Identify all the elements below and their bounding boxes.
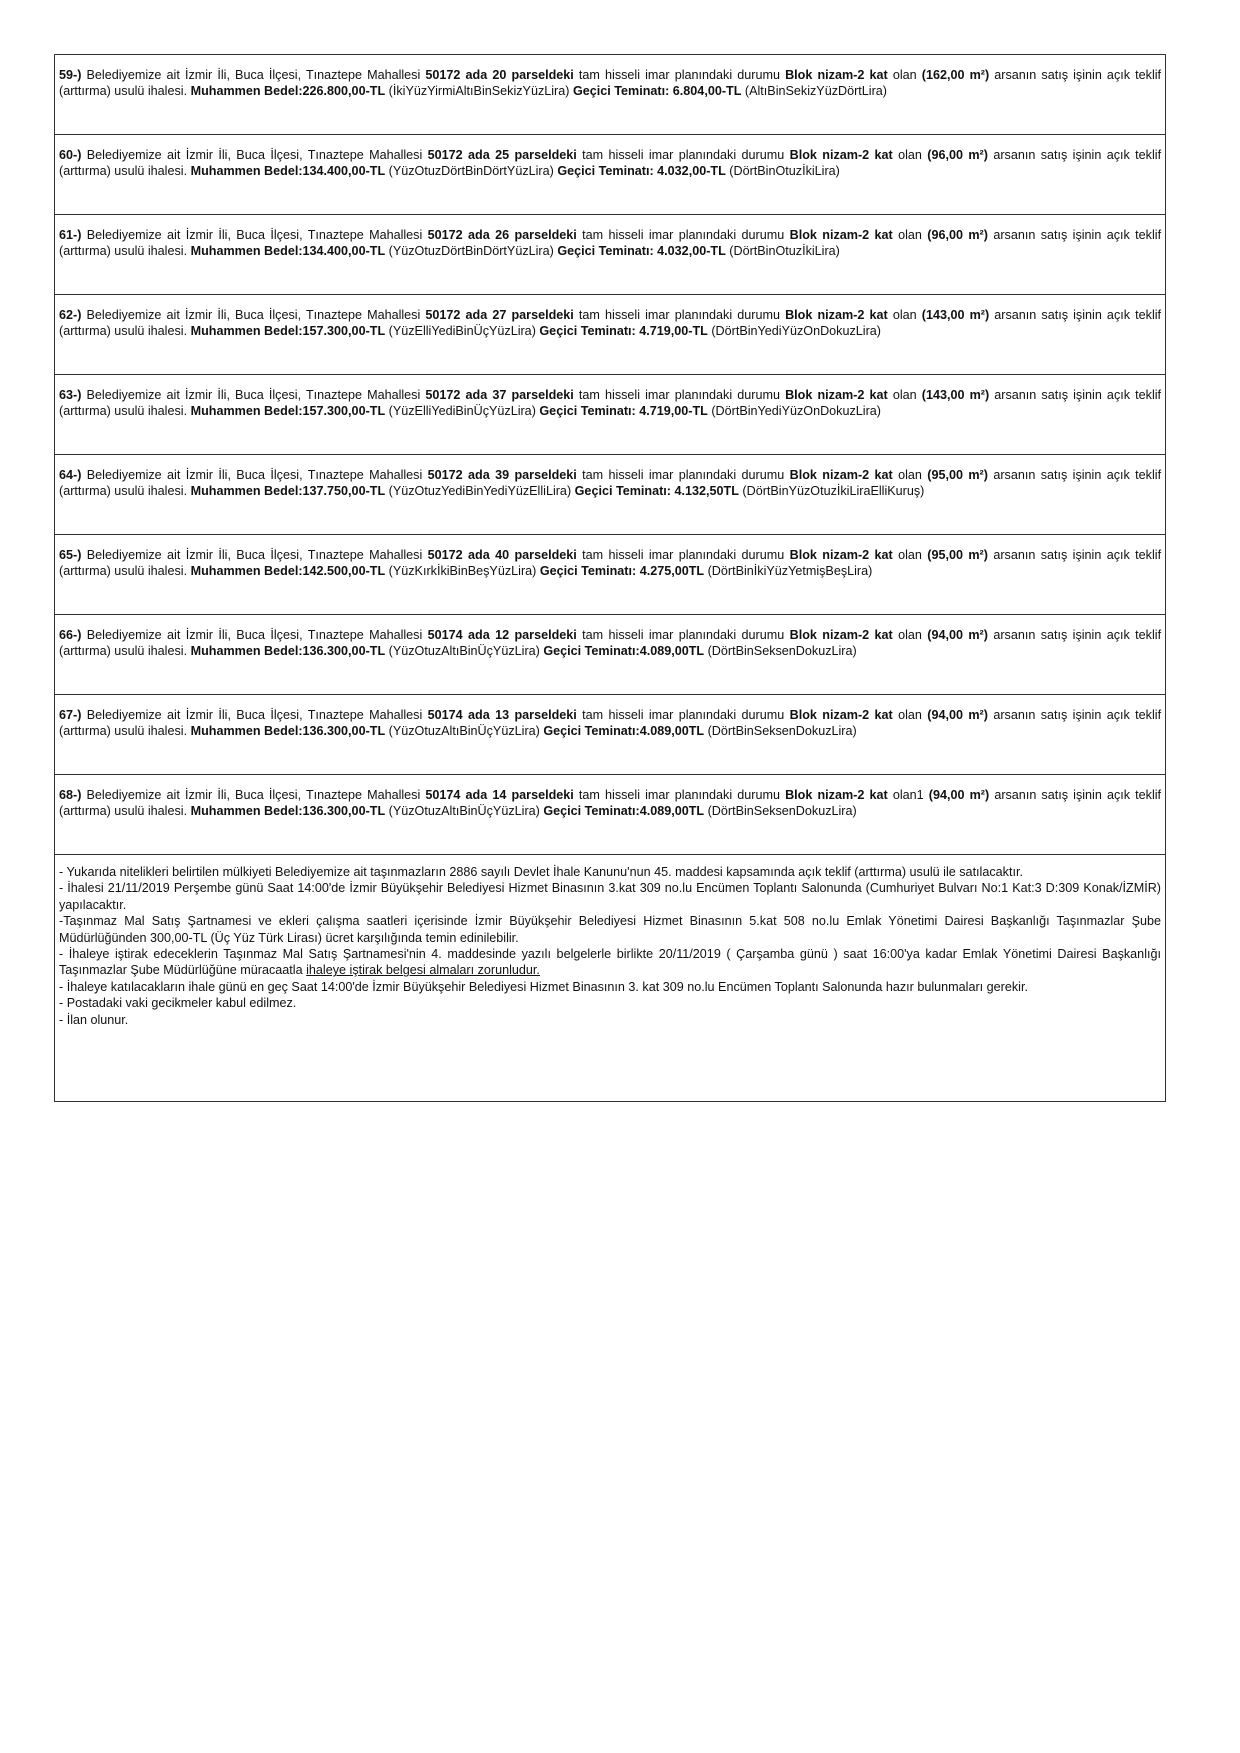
item-area: (94,00 m²)	[927, 628, 988, 642]
item-number: 62-)	[59, 308, 82, 322]
item-estimated-price: Muhammen Bedel:134.400,00-TL	[190, 164, 386, 179]
item-estimated-price: Muhammen Bedel:136.300,00-TL	[190, 804, 386, 819]
item-olan: olan	[898, 548, 922, 562]
item-zoning: Blok nizam-2 kat	[785, 308, 888, 322]
note-announcement: - İlan olunur.	[59, 1012, 129, 1027]
item-olan: olan	[898, 148, 922, 162]
item-deposit-words: (DörtBinİkiYüzYetmişBeşLira)	[707, 564, 873, 579]
item-number: 66-)	[59, 628, 82, 642]
note-legal-basis: - Yukarıda nitelikleri belirtilen mülkiyeti Belediyemize ait taşınmazların 2886 sayılı Devlet İhale Kanunu'nun 45. maddesi kapsamında açık teklif (arttırma) usulü ile satılacaktır.	[59, 865, 1023, 879]
item-deposit-words: (DörtBinOtuzİkiLira)	[729, 164, 840, 179]
item-estimated-price: Muhammen Bedel:137.750,00-TL	[190, 484, 386, 499]
item-area: (96,00 m²)	[927, 228, 988, 242]
item-plan-status: tam hisseli imar planındaki durumu	[578, 68, 780, 82]
item-deposit-words: (DörtBinYediYüzOnDokuzLira)	[711, 404, 881, 419]
item-estimated-price: Muhammen Bedel:136.300,00-TL	[190, 724, 386, 739]
item-estimated-price: Muhammen Bedel:142.500,00-TL	[190, 564, 386, 579]
item-estimated-price: Muhammen Bedel:157.300,00-TL	[190, 324, 386, 339]
note-participation-underlined: ihaleye iştirak belgesi almaları zorunludur.	[306, 963, 540, 978]
note-participation-certificate	[59, 946, 1161, 979]
item-plan-status: tam hisseli imar planındaki durumu	[578, 788, 780, 802]
item-sale-method: arsanın satış işinin açık teklif (arttırma) usulü ihalesi.	[59, 68, 1162, 99]
item-price-words: (YüzOtuzAltıBinÜçYüzLira)	[388, 644, 540, 659]
item-location: Belediyemize ait İzmir İli, Buca İlçesi, Tınaztepe Mahallesi	[86, 388, 421, 402]
item-olan: olan	[898, 628, 922, 642]
item-zoning: Blok nizam-2 kat	[789, 468, 893, 482]
item-parcel: 50172 ada 37 parseldeki	[425, 388, 574, 402]
item-deposit: Geçici Teminatı: 4.032,00-TL	[557, 164, 726, 179]
item-deposit-words: (DörtBinOtuzİkiLira)	[729, 244, 840, 259]
item-location: Belediyemize ait İzmir İli, Buca İlçesi, Tınaztepe Mahallesi	[86, 548, 423, 562]
note-attendance: - İhaleye katılacakların ihale günü en geç Saat 14:00'de İzmir Büyükşehir Belediyesi Hizmet Binasının 3. kat 309 no.lu Encümen Toplantı Salonunda hazır bulunmaları gerekir.	[59, 979, 1028, 994]
note-participation-text: - İhaleye iştirak edeceklerin Taşınmaz Mal Satış Şartnamesi'nin 4. maddesinde yazılı belgelerle birlikte 20/11/2019 ( Çarşamba günü ) saat 16:00'ya kadar Emlak Yönetimi Dairesi Başkanlığı Taşınmazlar Şube Müdürlüğüne müracaatla	[59, 947, 1161, 978]
item-sale-method: arsanın satış işinin açık teklif (arttırma) usulü ihalesi.	[59, 788, 1162, 819]
item-deposit: Geçici Teminatı: 4.719,00-TL	[539, 404, 708, 419]
item-estimated-price: Muhammen Bedel:134.400,00-TL	[190, 244, 386, 259]
item-deposit: Geçici Teminatı:4.089,00TL	[543, 644, 705, 659]
item-sale-method: arsanın satış işinin açık teklif (arttırma) usulü ihalesi.	[59, 148, 1162, 179]
item-plan-status: tam hisseli imar planındaki durumu	[582, 228, 785, 242]
item-estimated-price: Muhammen Bedel:226.800,00-TL	[190, 84, 386, 99]
item-sale-method: arsanın satış işinin açık teklif (arttırma) usulü ihalesi.	[59, 708, 1162, 739]
item-area: (95,00 m²)	[927, 468, 988, 482]
item-parcel: 50172 ada 39 parseldeki	[427, 468, 577, 482]
general-notes	[55, 855, 1165, 1101]
parcel-item	[55, 375, 1165, 455]
item-location: Belediyemize ait İzmir İli, Buca İlçesi, Tınaztepe Mahallesi	[86, 468, 423, 482]
item-plan-status: tam hisseli imar planındaki durumu	[578, 308, 780, 322]
item-number: 60-)	[59, 148, 82, 162]
item-location: Belediyemize ait İzmir İli, Buca İlçesi, Tınaztepe Mahallesi	[86, 628, 423, 642]
item-sale-method: arsanın satış işinin açık teklif (arttırma) usulü ihalesi.	[59, 468, 1162, 499]
item-deposit-words: (AltıBinSekizYüzDörtLira)	[744, 84, 887, 99]
item-plan-status: tam hisseli imar planındaki durumu	[582, 148, 785, 162]
item-area: (162,00 m²)	[921, 68, 990, 82]
parcel-item	[55, 215, 1165, 295]
item-sale-method: arsanın satış işinin açık teklif (arttırma) usulü ihalesi.	[59, 228, 1162, 259]
item-parcel: 50172 ada 25 parseldeki	[427, 148, 577, 162]
item-area: (95,00 m²)	[927, 548, 988, 562]
item-estimated-price: Muhammen Bedel:136.300,00-TL	[190, 644, 386, 659]
parcel-item	[55, 455, 1165, 535]
item-parcel: 50174 ada 14 parseldeki	[425, 788, 574, 802]
item-price-words: (YüzElliYediBinÜçYüzLira)	[388, 404, 536, 419]
item-number: 64-)	[59, 468, 82, 482]
item-plan-status: tam hisseli imar planındaki durumu	[582, 708, 785, 722]
parcel-list	[55, 55, 1165, 855]
item-price-words: (YüzOtuzDörtBinDörtYüzLira)	[388, 164, 554, 179]
item-plan-status: tam hisseli imar planındaki durumu	[582, 548, 785, 562]
item-deposit: Geçici Teminatı:4.089,00TL	[543, 724, 705, 739]
item-deposit: Geçici Teminatı: 4.132,50TL	[574, 484, 739, 499]
item-sale-method: arsanın satış işinin açık teklif (arttırma) usulü ihalesi.	[59, 548, 1162, 579]
item-parcel: 50172 ada 27 parseldeki	[425, 308, 574, 322]
item-olan: olan	[898, 468, 922, 482]
item-zoning: Blok nizam-2 kat	[789, 708, 893, 722]
parcel-item	[55, 295, 1165, 375]
item-deposit-words: (DörtBinSeksenDokuzLira)	[707, 724, 857, 739]
item-price-words: (İkiYüzYirmiAltıBinSekizYüzLira)	[388, 84, 570, 99]
item-price-words: (YüzElliYediBinÜçYüzLira)	[388, 324, 536, 339]
item-olan: olan	[892, 68, 917, 82]
item-zoning: Blok nizam-2 kat	[785, 68, 888, 82]
item-zoning: Blok nizam-2 kat	[789, 148, 893, 162]
item-price-words: (YüzOtuzAltıBinÜçYüzLira)	[388, 804, 540, 819]
item-location: Belediyemize ait İzmir İli, Buca İlçesi, Tınaztepe Mahallesi	[86, 788, 421, 802]
item-parcel: 50174 ada 12 parseldeki	[427, 628, 577, 642]
item-zoning: Blok nizam-2 kat	[789, 228, 893, 242]
auction-notice-table	[54, 54, 1166, 1102]
note-specification: -Taşınmaz Mal Satış Şartnamesi ve ekleri çalışma saatleri içerisinde İzmir Büyükşehir Belediyesi Hizmet Binasının 5.kat 508 no.lu Emlak Yönetimi Dairesi Başkanlığı Taşınmazlar Şube Müdürlüğünden 300,00-TL (Üç Yüz Türk Lirası) ücret karşılığında temin edinilebilir.	[59, 914, 1161, 945]
item-deposit-words: (DörtBinYediYüzOnDokuzLira)	[711, 324, 881, 339]
item-number: 65-)	[59, 548, 82, 562]
item-number: 63-)	[59, 388, 82, 402]
item-deposit-words: (DörtBinYüzOtuzİkiLiraElliKuruş)	[742, 484, 925, 499]
item-olan: olan1	[892, 788, 924, 802]
parcel-item	[55, 615, 1165, 695]
item-parcel: 50172 ada 20 parseldeki	[425, 68, 574, 82]
item-location: Belediyemize ait İzmir İli, Buca İlçesi, Tınaztepe Mahallesi	[86, 148, 423, 162]
item-zoning: Blok nizam-2 kat	[785, 388, 888, 402]
item-location: Belediyemize ait İzmir İli, Buca İlçesi, Tınaztepe Mahallesi	[86, 708, 423, 722]
item-deposit-words: (DörtBinSeksenDokuzLira)	[707, 804, 857, 819]
item-location: Belediyemize ait İzmir İli, Buca İlçesi, Tınaztepe Mahallesi	[86, 68, 421, 82]
item-zoning: Blok nizam-2 kat	[785, 788, 888, 802]
item-location: Belediyemize ait İzmir İli, Buca İlçesi, Tınaztepe Mahallesi	[86, 308, 421, 322]
item-olan: olan	[898, 708, 922, 722]
item-parcel: 50172 ada 26 parseldeki	[427, 228, 577, 242]
parcel-item	[55, 775, 1165, 855]
item-plan-status: tam hisseli imar planındaki durumu	[582, 628, 785, 642]
item-area: (94,00 m²)	[928, 788, 990, 802]
item-olan: olan	[892, 308, 917, 322]
item-price-words: (YüzKırkİkiBinBeşYüzLira)	[388, 564, 537, 579]
item-number: 67-)	[59, 708, 82, 722]
item-sale-method: arsanın satış işinin açık teklif (arttırma) usulü ihalesi.	[59, 388, 1162, 419]
item-estimated-price: Muhammen Bedel:157.300,00-TL	[190, 404, 386, 419]
item-parcel: 50172 ada 40 parseldeki	[427, 548, 577, 562]
item-number: 59-)	[59, 68, 82, 82]
item-plan-status: tam hisseli imar planındaki durumu	[582, 468, 785, 482]
item-deposit-words: (DörtBinSeksenDokuzLira)	[707, 644, 857, 659]
item-area: (143,00 m²)	[921, 308, 990, 322]
note-postal-delays: - Postadaki vaki gecikmeler kabul edilmez.	[59, 996, 297, 1011]
item-deposit: Geçici Teminatı: 4.719,00-TL	[539, 324, 708, 339]
item-area: (96,00 m²)	[927, 148, 988, 162]
parcel-item	[55, 135, 1165, 215]
item-zoning: Blok nizam-2 kat	[789, 628, 893, 642]
item-location: Belediyemize ait İzmir İli, Buca İlçesi, Tınaztepe Mahallesi	[86, 228, 423, 242]
parcel-item	[55, 695, 1165, 775]
item-area: (94,00 m²)	[927, 708, 988, 722]
note-auction-date: - İhalesi 21/11/2019 Perşembe günü Saat 14:00'de İzmir Büyükşehir Belediyesi Hizmet Binasının 3.kat 309 no.lu Encümen Toplantı Salonunda (Cumhuriyet Bulvarı No:1 Kat:3 D:309 Konak/İZMİR) yapılacaktır.	[59, 881, 1161, 912]
item-price-words: (YüzOtuzDörtBinDörtYüzLira)	[388, 244, 554, 259]
item-deposit: Geçici Teminatı: 4.032,00-TL	[557, 244, 726, 259]
item-zoning: Blok nizam-2 kat	[789, 548, 893, 562]
item-number: 61-)	[59, 228, 82, 242]
item-number: 68-)	[59, 788, 82, 802]
parcel-item	[55, 535, 1165, 615]
parcel-item	[55, 55, 1165, 135]
item-parcel: 50174 ada 13 parseldeki	[427, 708, 577, 722]
item-area: (143,00 m²)	[921, 388, 990, 402]
item-price-words: (YüzOtuzYediBinYediYüzElliLira)	[388, 484, 572, 499]
item-deposit: Geçici Teminatı:4.089,00TL	[543, 804, 705, 819]
item-plan-status: tam hisseli imar planındaki durumu	[578, 388, 780, 402]
item-olan: olan	[898, 228, 922, 242]
item-deposit: Geçici Teminatı: 4.275,00TL	[539, 564, 705, 579]
item-olan: olan	[892, 388, 917, 402]
item-price-words: (YüzOtuzAltıBinÜçYüzLira)	[388, 724, 540, 739]
item-deposit: Geçici Teminatı: 6.804,00-TL	[572, 84, 742, 99]
item-sale-method: arsanın satış işinin açık teklif (arttırma) usulü ihalesi.	[59, 628, 1162, 659]
item-sale-method: arsanın satış işinin açık teklif (arttırma) usulü ihalesi.	[59, 308, 1162, 339]
